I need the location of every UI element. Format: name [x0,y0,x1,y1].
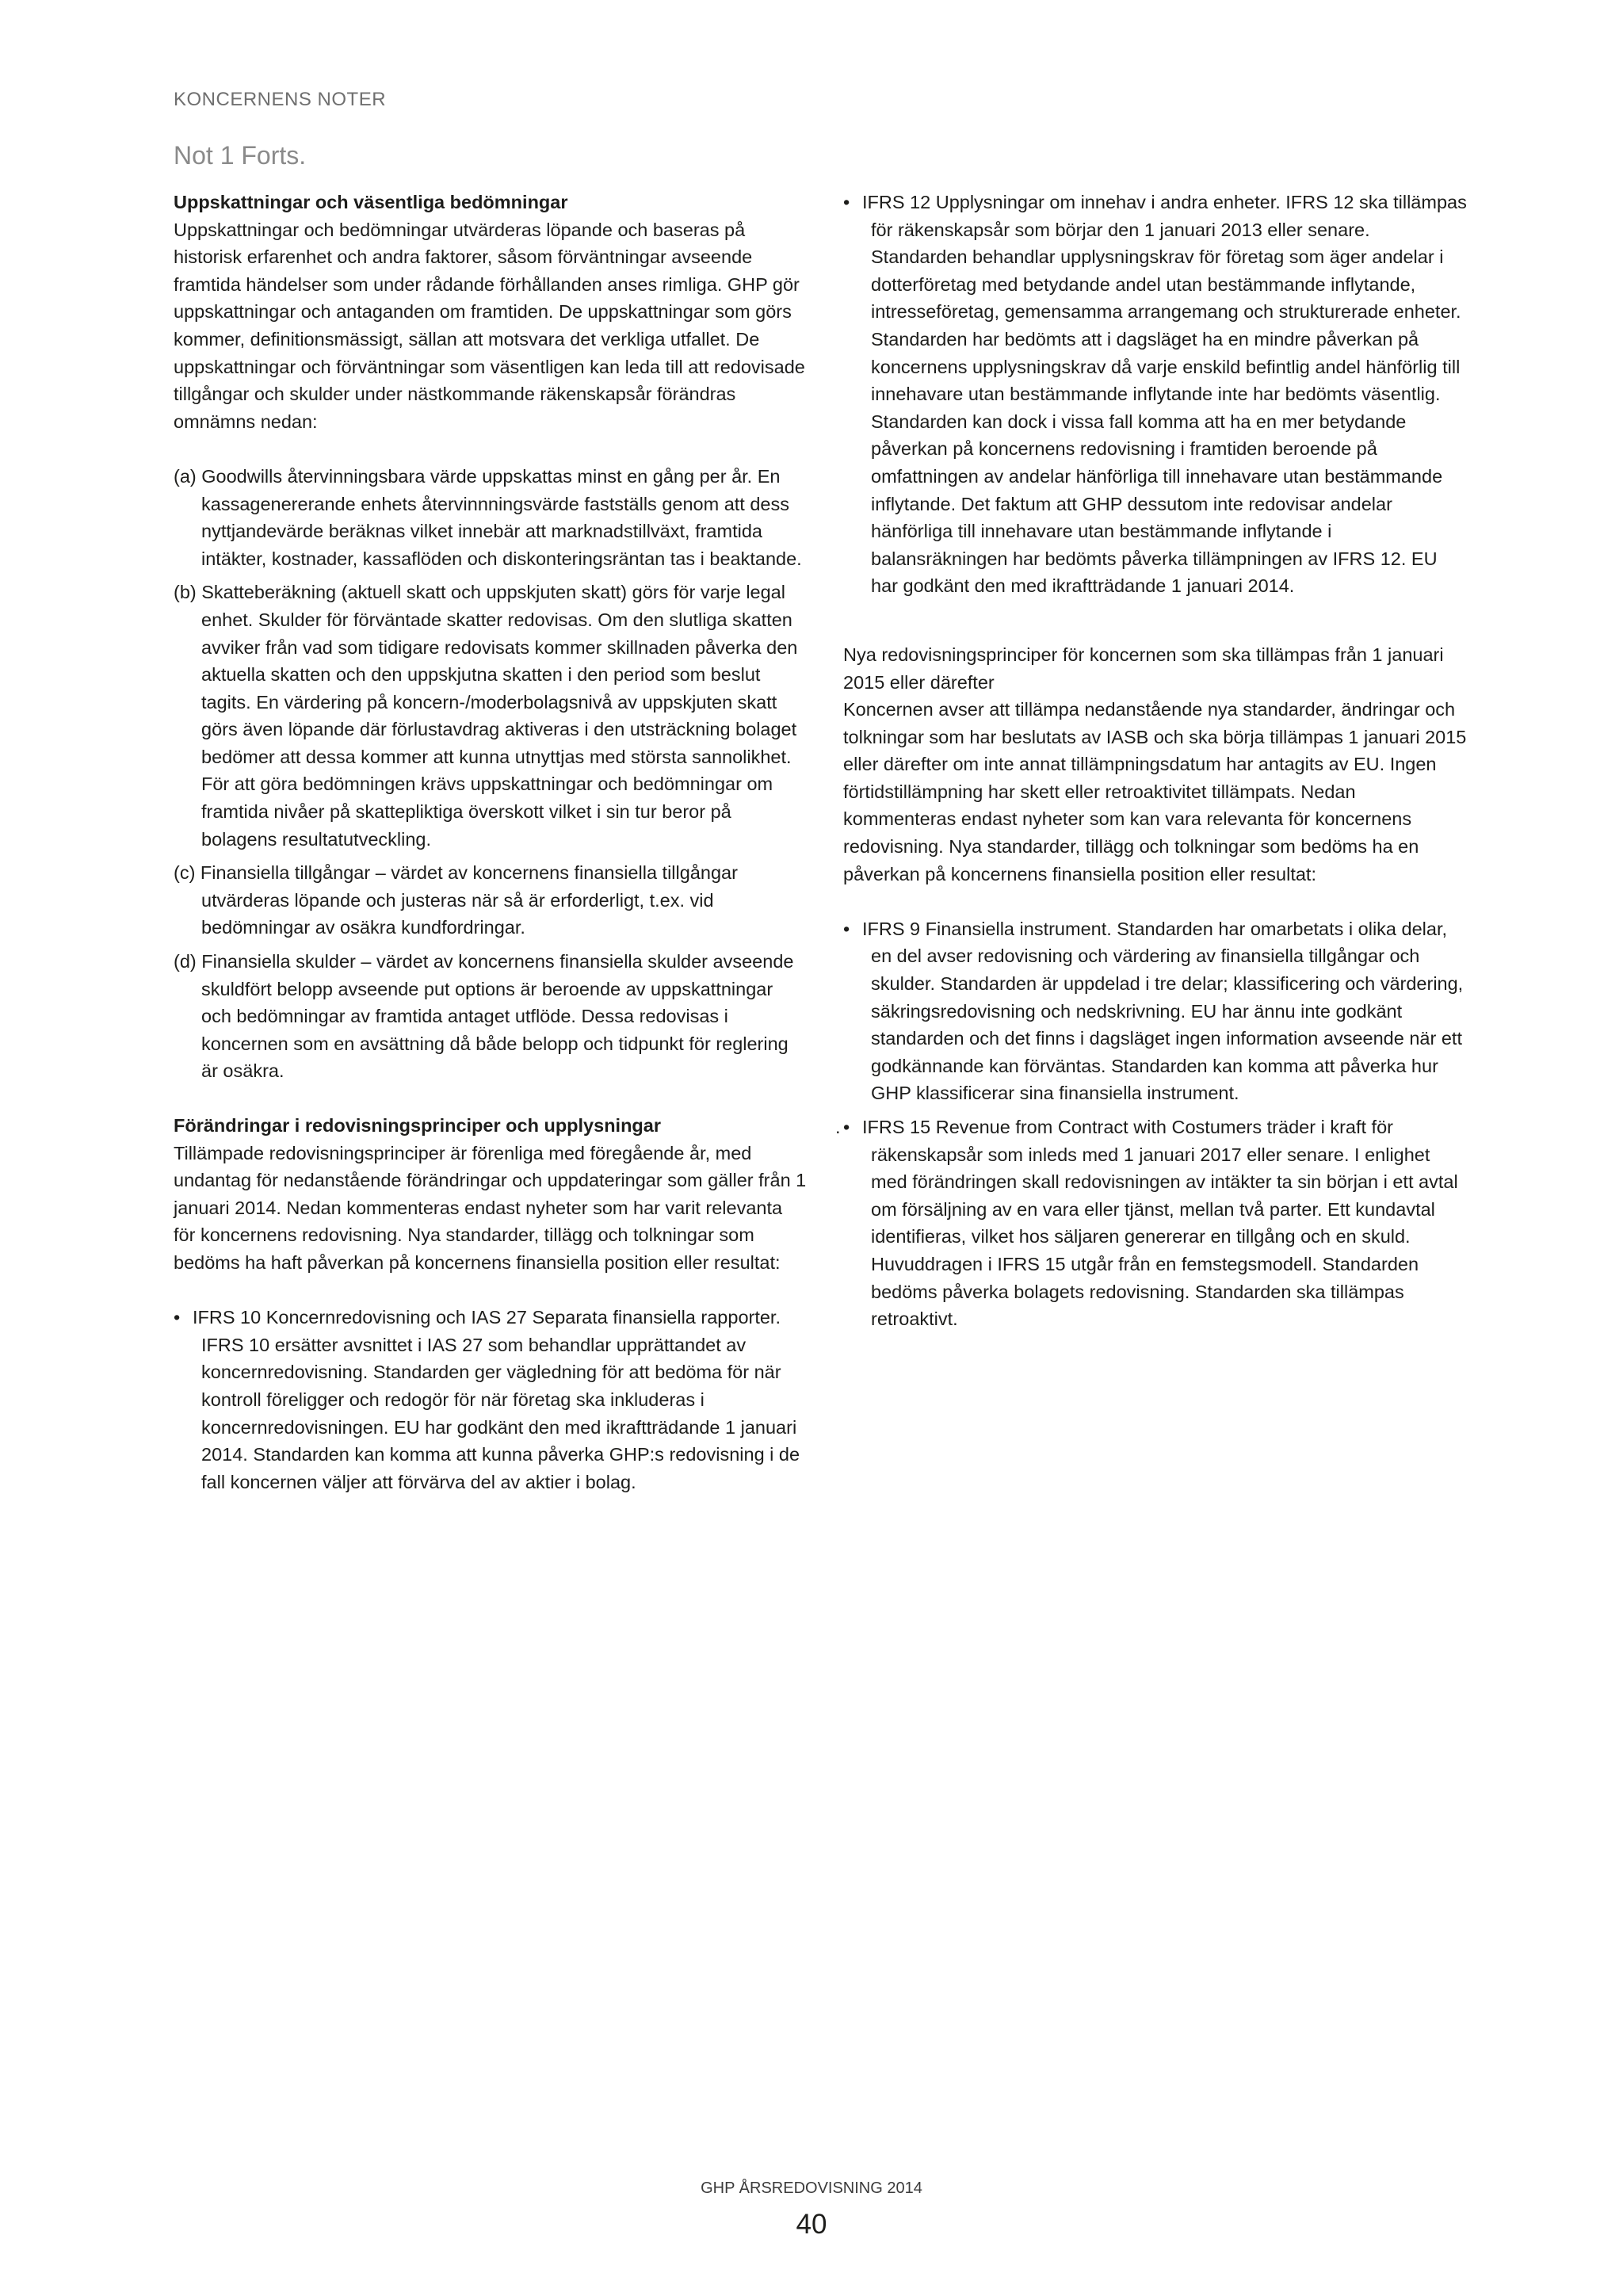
list-item: (a) Goodwills återvinningsbara värde uppskattas minst en gång per år. En kassagenererande enhets återvinnningsvärde fastställs genom att dess nyttjandevärde beräknas vilket innebär att marknadstillväxt, framtida intäkter, kostnader, kassaflöden och diskonteringsräntan tas i beaktande. [174,465,802,569]
ifrs12-bullet-list [843,189,1469,600]
section-label: KONCERNENS NOTER [174,89,387,110]
new-principles-paragraph: Koncernen avser att tillämpa nedanstående nya standarder, ändringar och tolkningar som har beslutats av IASB och ska börja tillämpas 1 januari 2015 eller därefter om inte annat tillämpningsdatum har antagits av EU. Ingen förtidstillämpning har skett eller retroaktivitet tillämpats. Nedan kommenteras endast nyheter som kan vara relevanta för koncernens redovisning. Nya standarder, tillägg och tolkningar som bedöms ha en påverkan på koncernens finansiella position eller resultat: [843,699,1467,884]
new-principles-bullet-list [835,915,1469,1333]
estimates-list [174,463,808,1085]
changes-heading: Förändringar i redovisningsprinciper och upplysningar [174,1115,662,1136]
estimates-paragraph: Uppskattningar och bedömningar utvärderas löpande och baseras på historisk erfarenhet och andra faktorer, såsom förväntningar avseende framtida händelser som under rådande förhållanden anses rimliga. GHP gör uppskattningar och antaganden om framtiden. De uppskattningar som görs kommer, definitionsmässigt, sällan att motsvara det verkliga utfallet. De uppskattningar och förväntningar som väsentligen kan leda till att redovisade tillgångar och skulder under nästkommande räkenskapsår förändras omnämns nedan: [174,219,805,432]
new-principles-heading: Nya redovisningsprinciper för koncernen som ska tillämpas från 1 januari 2015 eller därefter [843,644,1444,693]
list-item: • IFRS 10 Koncernredovisning och IAS 27 Separata finansiella rapporter. IFRS 10 ersätter avsnittet i IAS 27 som behandlar upprättandet av koncernredovisning. Standarden ger vägledning för att bedöma för när kontroll föreligger och redogör för när företag ska inkluderas i koncernredovisningen. EU har godkänt den med ikraftträdande 1 januari 2014. Standarden kan komma att kunna påverka GHP:s redovisning i de fall koncernen väljer att förvärva del av aktier i bolag. [174,1304,808,1496]
bullet-icon: • [843,1117,850,1137]
left-column [174,189,808,1502]
list-item: (c) Finansiella tillgångar – värdet av koncernens finansiella tillgångar utvärderas löpande och justeras när så är erforderligt, t.ex. vid bedömningar av osäkra kundfordringar. [174,862,738,938]
estimates-heading: Uppskattningar och väsentliga bedömningar [174,192,568,212]
list-item: (d) Finansiella skulder – värdet av koncernens finansiella skulder avseende skuldfört belopp avseende put options är beroende av uppskattningar och bedömningar av framtida antaget utflöde. Dessa redovisas i koncernen som en avsättning då både belopp och tidpunkt för reglering är osäkra. [174,951,794,1082]
changes-bullet-list [174,1304,808,1496]
list-item: (b) Skatteberäkning (aktuell skatt och uppskjuten skatt) görs för varje legal enhet. Skulder för förväntade skatter redovisas. Om den slutliga skatten avviker från vad som tidigare redovisats kommer skillnaden påverka den aktuella skatten och den uppskjutna skatten i den period som beslut tagits. En värdering på koncern-/moderbolagsnivå av uppskjuten skatt görs även löpande där förlustavdrag aktiveras i den utsträckning bolaget bedömer att dessa kommer att kunna utnyttjas med största sannolikhet. För att göra bedömningen krävs uppskattningar och bedömningar om framtida nivåer på skattepliktiga överskott vilket i sin tur beror på bolagens resultatutveckling. [174,582,798,850]
report-title: GHP ÅRSREDOVISNING 2014 [701,2179,922,2197]
changes-paragraph: Tillämpade redovisningsprinciper är förenliga med föregående år, med undantag för nedanstående förändringar och uppdateringar som gäller från 1 januari 2014. Nedan kommenteras endast nyheter som har varit relevanta för koncernens redovisning. Nya standarder, tillägg och tolkningar som bedöms ha haft påverkan på koncernens finansiella position eller resultat: [174,1142,807,1273]
bullet-icon: • [174,1307,181,1328]
bullet-icon: • [843,192,850,212]
right-column [835,189,1469,1339]
stray-mark: . [835,1117,841,1137]
list-item: . • IFRS 15 Revenue from Contract with Costumers träder i kraft för räkenskapsår som inleds med 1 januari 2017 eller senare. I enlighet med förändringen skall redovisningen av intäkter ta sin början i ett avtal om försäljning av en vara eller tjänst, mellan två parter. Ett kundavtal identifieras, vilket hos säljaren genererar en tillgång och en skuld. Huvuddragen i IFRS 15 utgår från en femstegsmodell. Standarden bedöms påverka bolagets redovisning. Standarden ska tillämpas retroaktivt. [843,1114,1469,1333]
bullet-icon: • [843,918,850,939]
list-item: • IFRS 9 Finansiella instrument. Standarden har omarbetats i olika delar, en del avser redovisning och värdering av finansiella tillgångar och skulder. Standarden är uppdelad i tre delar; klassificering och värdering, säkringsredovisning och nedskrivning. EU har ännu inte godkänt standarden och det finns i dagsläget ingen information avseende när ett godkännande kan förväntas. Standarden kan komma att påverka hur GHP klassificerar sina finansiella instrument. [843,915,1469,1107]
page-number: 40 [796,2209,827,2240]
list-item: • IFRS 12 Upplysningar om innehav i andra enheter. IFRS 12 ska tillämpas för räkenskapsår som börjar den 1 januari 2013 eller senare. Standarden behandlar upplysningskrav för företag som äger andelar i dotterföretag med betydande andel utan bestämmande inflytande, intresseföretag, gemensamma arrangemang och strukturerade enheter. Standarden har bedömts att i dagsläget ha en mindre påverkan på koncernens upplysningskrav då varje enskild befintlig andel hänförlig till innehavare utan bestämmande inflytande inte har bedömts väsentlig. Standarden kan dock i vissa fall komma att ha en mer betydande påverkan på koncernens redovisning i framtiden beroende på omfattningen av andelar hänförliga till innehavare utan bestämmande inflytande. Det faktum att GHP dessutom inte redovisar andelar hänförliga till innehavare utan bestämmande inflytande i balansräkningen har bedömts påverka tillämpningen av IFRS 12. EU har godkänt den med ikraftträdande 1 januari 2014. [843,189,1469,600]
note-title: Not 1 Forts. [174,141,307,170]
